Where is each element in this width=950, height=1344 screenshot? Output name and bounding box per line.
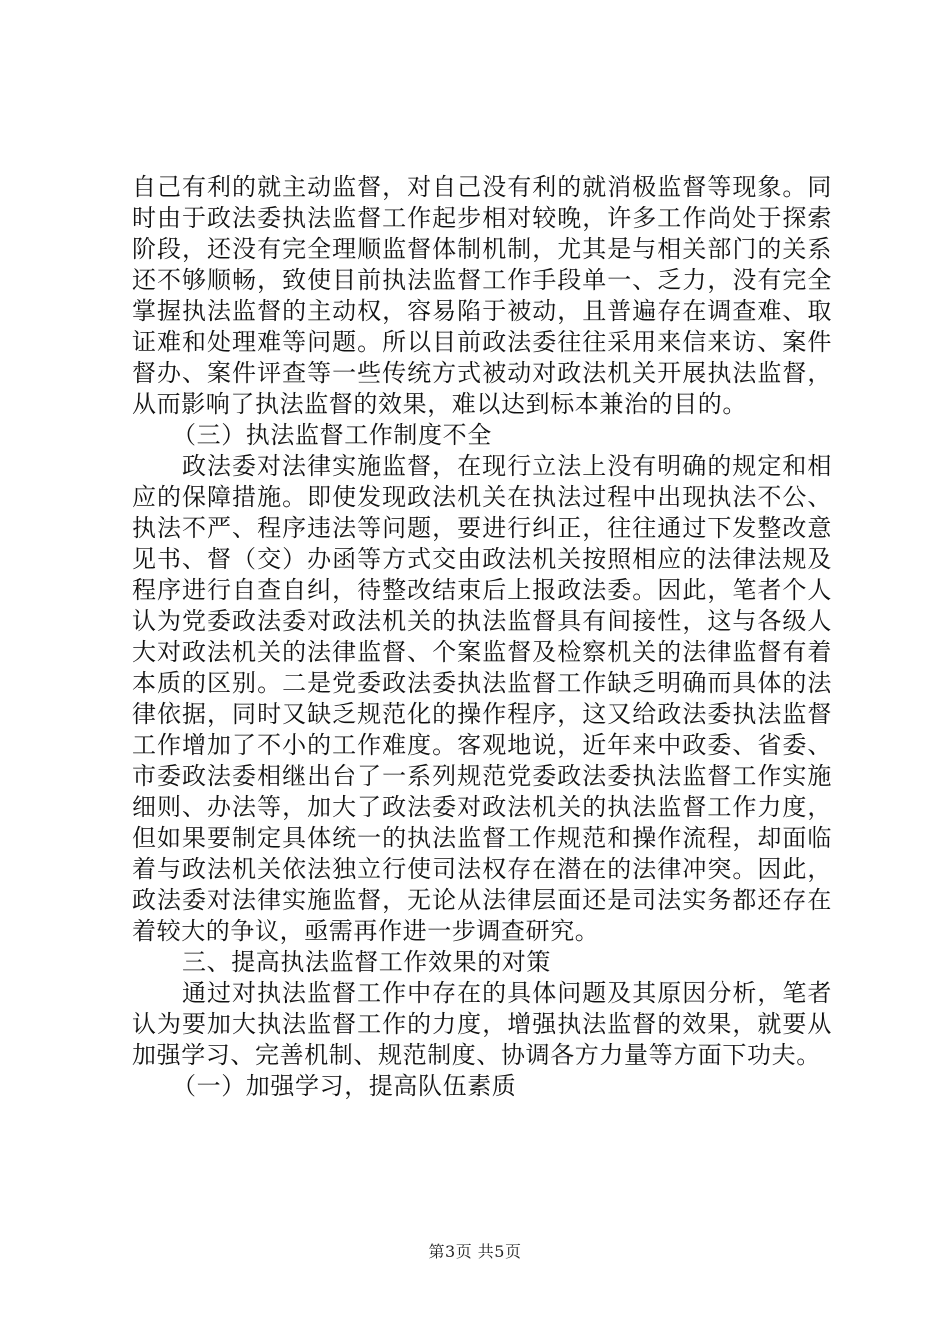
section-subheading-1: （一）加强学习，提高队伍素质 (172, 1072, 517, 1100)
paragraph-countermeasures-intro: 通过对执法监督工作中存在的具体问题及其原因分析，笔者认为要加大执法监督工作的力度，增强执法监督的效果，就要从加强学习、完善机制、规范制度、协调各方力量等方面下功夫。 (132, 979, 832, 1069)
page-footer: 第3页 共5页 (428, 1242, 522, 1261)
section-subheading-3: （三）执法监督工作制度不全 (172, 421, 492, 449)
document-body (132, 172, 832, 1102)
section-heading-countermeasures: 三、提高执法监督工作效果的对策 (182, 948, 551, 976)
paragraph-system-incomplete: 政法委对法律实施监督，在现行立法上没有明确的规定和相应的保障措施。即使发现政法机关在执法过程中出现执法不公、执法不严、程序违法等问题，要进行纠正，往往通过下发整改意见书、督（交）办函等方式交由政法机关按照相应的法律法规及程序进行自查自纠，待整改结束后上报政法委。因此，笔者个人认为党委政法委对政法机关的执法监督具有间接性，这与各级人大对政法机关的法律监督、个案监督及检察机关的法律监督有着本质的区别。二是党委政法委执法监督工作缺乏明确而具体的法律依据，同时又缺乏规范化的操作程序，这又给政法委执法监督工作增加了不小的工作难度。客观地说，近年来中政委、省委、市委政法委相继出台了一系列规范党委政法委执法监督工作实施细则、办法等，加大了政法委对政法机关的执法监督工作力度，但如果要制定具体统一的执法监督工作规范和操作流程，却面临着与政法机关依法独立行使司法权存在潜在的法律冲突。因此，政法委对法律实施监督，无论从法律层面还是司法实务都还存在着较大的争议，亟需再作进一步调查研究。 (132, 452, 832, 945)
paragraph-continued: 自己有利的就主动监督，对自己没有利的就消极监督等现象。同时由于政法委执法监督工作起步相对较晚，许多工作尚处于探索阶段，还没有完全理顺监督体制机制，尤其是与相关部门的关系还不够顺畅，致使目前执法监督工作手段单一、乏力，没有完全掌握执法监督的主动权，容易陷于被动，且普遍存在调查难、取证难和处理难等问题。所以目前政法委往往采用来信来访、案件督办、案件评查等一些传统方式被动对政法机关开展执法监督，从而影响了执法监督的效果，难以达到标本兼治的目的。 (132, 173, 832, 418)
